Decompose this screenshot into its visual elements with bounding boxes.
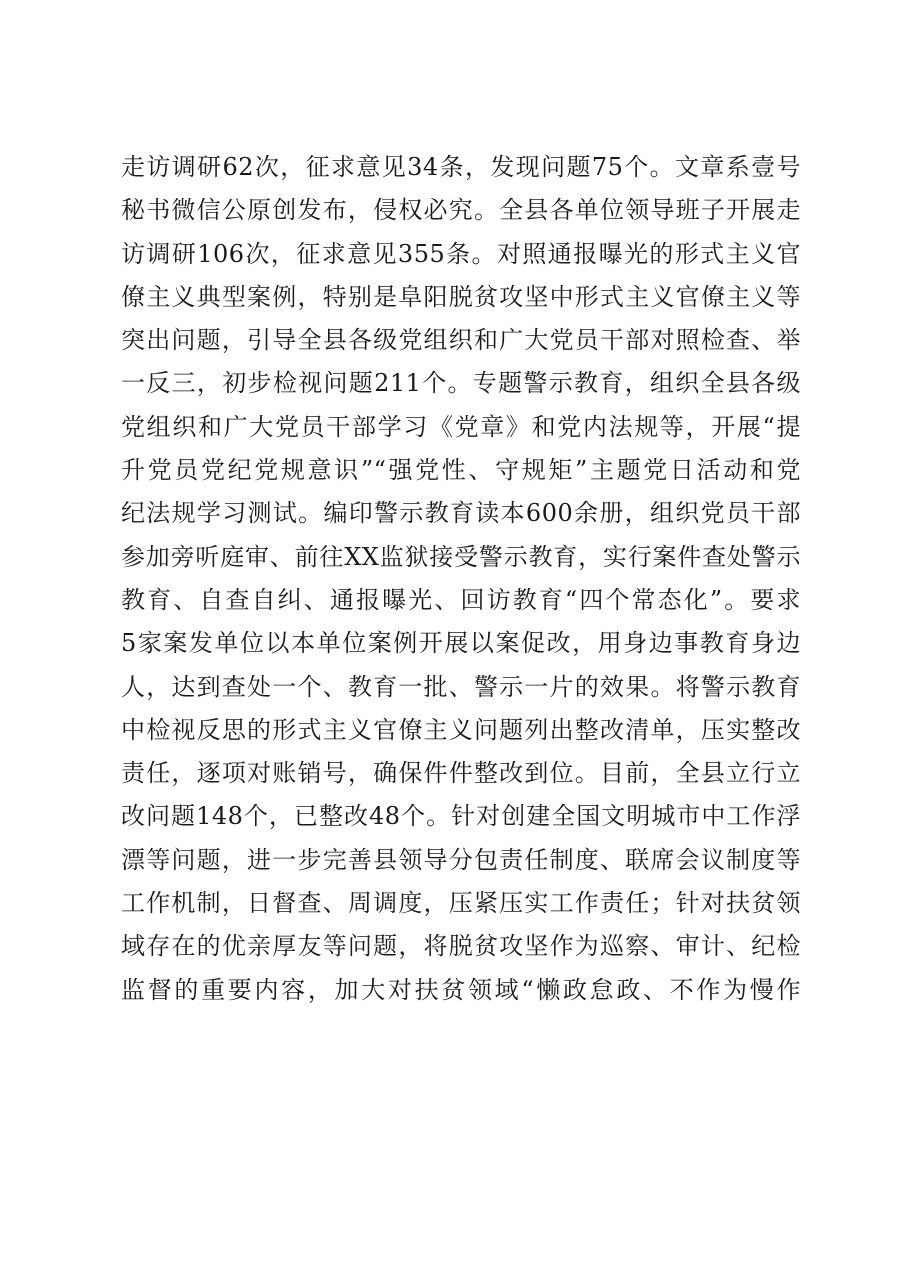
text-line: 一反三，初步检视问题211个。专题警示教育，组织全县各级 [121,369,801,398]
text-line: 改问题148个，已整改48个。针对创建全国文明城市中工作浮 [121,802,801,831]
text-line: 访调研106次，征求意见355条。对照通报曝光的形式主义官 [121,239,801,268]
body-paragraph [121,146,801,1012]
text-line: 参加旁听庭审、前往XX监狱接受警示教育，实行案件查处警示 [121,542,801,571]
text-line: 责任，逐项对账销号，确保件件整改到位。目前，全县立行立 [121,759,801,788]
text-line: 域存在的优亲厚友等问题，将脱贫攻坚作为巡察、审计、纪检 [121,932,801,961]
text-line: 纪法规学习测试。编印警示教育读本600余册，组织党员干部 [121,499,801,528]
text-line: 秘书微信公原创发布，侵权必究。全县各单位领导班子开展走 [121,196,801,225]
text-line: 升党员党纪党规意识”“强党性、守规矩”主题党日活动和党 [121,456,801,485]
text-line: 人，达到查处一个、教育一批、警示一片的效果。将警示教育 [121,672,801,701]
text-line: 中检视反思的形式主义官僚主义问题列出整改清单，压实整改 [121,715,801,744]
text-line: 僚主义典型案例，特别是阜阳脱贫攻坚中形式主义官僚主义等 [121,282,801,311]
text-line: 走访调研62次，征求意见34条，发现问题75个。文章系壹号 [121,153,801,181]
text-line: 党组织和广大党员干部学习《党章》和党内法规等，开展“提 [121,412,801,441]
text-line: 工作机制，日督查、周调度，压紧压实工作责任；针对扶贫领 [121,889,801,918]
text-line: 5家案发单位以本单位案例开展以案促改，用身边事教育身边 [121,629,801,658]
text-line: 漂等问题，进一步完善县领导分包责任制度、联席会议制度等 [121,845,801,874]
text-line: 监督的重要内容，加大对扶贫领域“懒政怠政、不作为慢作 [121,975,801,1004]
text-line: 突出问题，引导全县各级党组织和广大党员干部对照检查、举 [121,326,801,355]
text-line: 教育、自查自纠、通报曝光、回访教育“四个常态化”。要求 [121,585,801,614]
